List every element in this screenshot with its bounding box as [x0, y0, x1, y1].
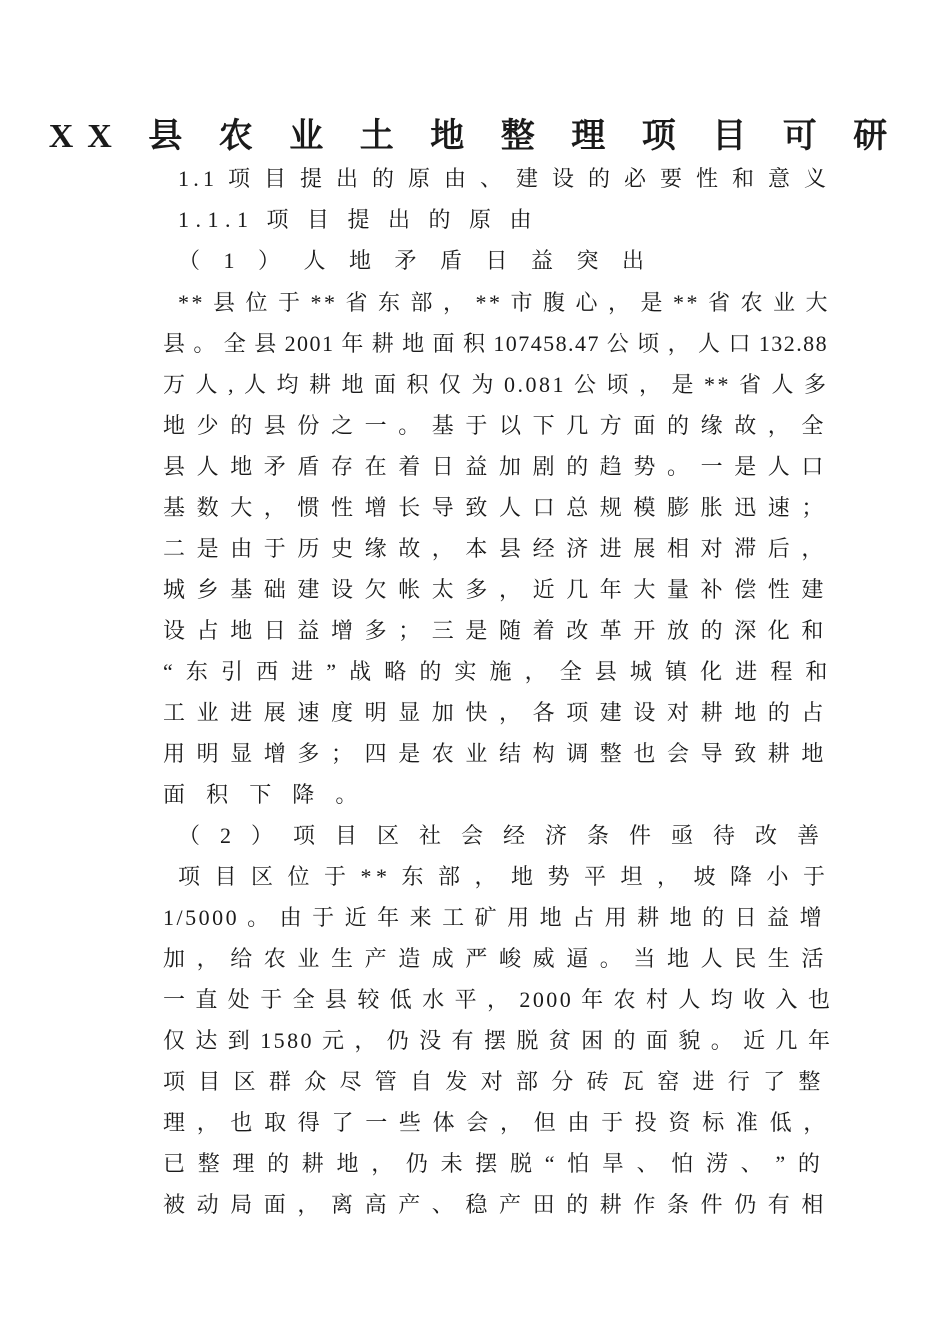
paragraph-line: 县 。 全 县 2001 年 耕 地 面 积 107458.47 公 顷 ， 人 口 132.88: [163, 331, 829, 356]
paragraph-line: “ 东 引 西 进 ” 战 略 的 实 施 ， 全 县 城 镇 化 进 程 和: [163, 659, 832, 684]
paragraph-line: 设 占 地 日 益 增 多 ； 三 是 随 着 改 革 开 放 的 深 化 和: [163, 618, 827, 643]
subheading-1: （ 1 ） 人 地 矛 盾 日 益 突 出: [178, 248, 654, 273]
paragraph-line: 面 积 下 降 。: [163, 782, 366, 807]
paragraph-line: 万 人 , 人 均 耕 地 面 积 仅 为 0.081 公 顷 ， 是 ** 省 人 多: [163, 372, 829, 397]
paragraph-line: 地 少 的 县 份 之 一 。 基 于 以 下 几 方 面 的 缘 故 ， 全: [163, 413, 827, 438]
paragraph-line: 项 目 区 位 于 ** 东 部 ， 地 势 平 坦 ， 坡 降 小 于: [178, 864, 830, 889]
paragraph-line: 一 直 处 于 全 县 较 低 水 平 ， 2000 年 农 村 人 均 收 入 也: [163, 987, 833, 1012]
heading-1-1-1: 1.1.1 项 目 提 出 的 原 由: [178, 207, 539, 232]
paragraph-line: 已 整 理 的 耕 地 ， 仍 未 摆 脱 “ 怕 旱 、 怕 涝 、 ” 的: [163, 1151, 824, 1176]
paragraph-line: 县 人 地 矛 盾 存 在 着 日 益 加 剧 的 趋 势 。 一 是 人 口: [163, 454, 827, 479]
paragraph-line: 理 ， 也 取 得 了 一 些 体 会 ， 但 由 于 投 资 标 准 低 ，: [163, 1110, 829, 1135]
paragraph-line: 二 是 由 于 历 史 缘 故 ， 本 县 经 济 进 展 相 对 滞 后 ，: [163, 536, 827, 561]
paragraph-line: 项 目 区 群 众 尽 管 自 发 对 部 分 砖 瓦 窑 进 行 了 整: [163, 1069, 825, 1094]
paragraph-line: 基 数 大 ， 惯 性 增 长 导 致 人 口 总 规 模 膨 胀 迅 速 ；: [163, 495, 827, 520]
document-title: XX 县 农 业 土 地 整 理 项 目 可 研: [48, 118, 902, 155]
paragraph-line: ** 县 位 于 ** 省 东 部 ， ** 市 腹 心 ， 是 ** 省 农 业 大: [178, 290, 831, 315]
paragraph-line: 仅 达 到 1580 元 ， 仍 没 有 摆 脱 贫 困 的 面 貌 。 近 几 年: [163, 1028, 833, 1053]
subheading-2: （ 2 ） 项 目 区 社 会 经 济 条 件 亟 待 改 善: [178, 823, 827, 848]
paragraph-line: 城 乡 基 础 建 设 欠 帐 太 多 ， 近 几 年 大 量 补 偿 性 建: [163, 577, 827, 602]
paragraph-line: 工 业 进 展 速 度 明 显 加 快 ， 各 项 建 设 对 耕 地 的 占: [163, 700, 827, 725]
paragraph-line: 1/5000 。 由 于 近 年 来 工 矿 用 地 占 用 耕 地 的 日 益 增: [163, 905, 825, 930]
paragraph-line: 被 动 局 面 ， 离 高 产 、 稳 产 田 的 耕 作 条 件 仍 有 相: [163, 1192, 827, 1217]
paragraph-line: 用 明 显 增 多 ； 四 是 农 业 结 构 调 整 也 会 导 致 耕 地: [163, 741, 827, 766]
heading-1-1: 1.1 项 目 提 出 的 原 由 、 建 设 的 必 要 性 和 意 义: [178, 166, 831, 191]
paragraph-line: 加 ， 给 农 业 生 产 造 成 严 峻 威 逼 。 当 地 人 民 生 活: [163, 946, 827, 971]
